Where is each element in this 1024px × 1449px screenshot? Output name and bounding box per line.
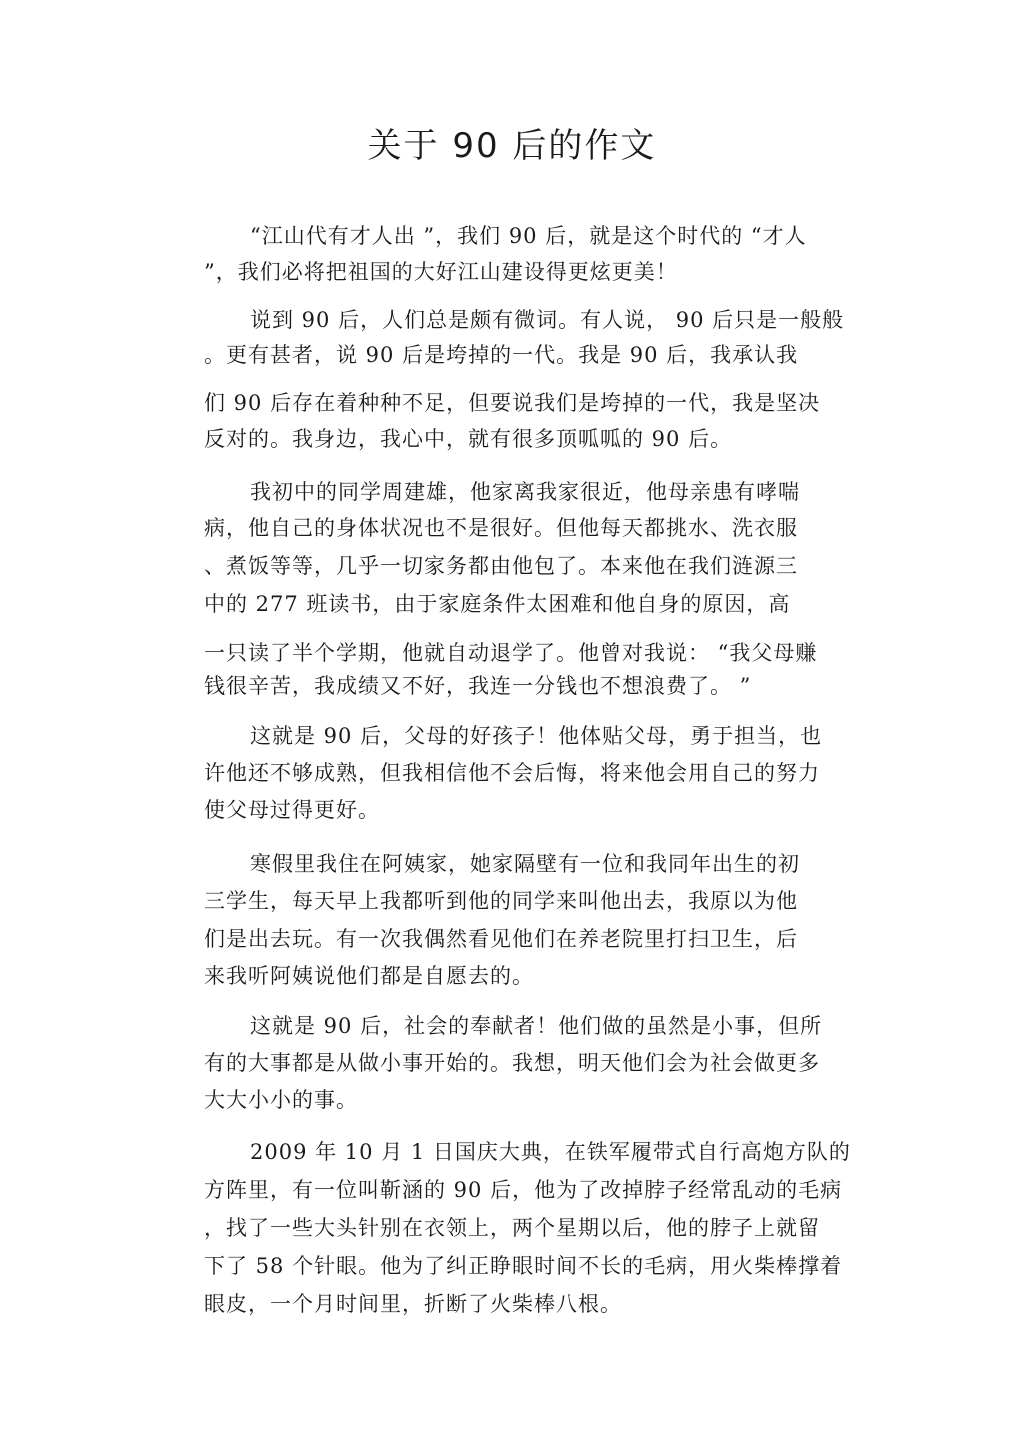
text-line: 这就是 90 后，社会的奉献者！他们做的虽然是小事，但所 — [250, 1014, 823, 1038]
text-line: 病，他自己的身体状况也不是很好。但他每天都挑水、洗衣服 — [204, 516, 798, 540]
text-line: ，找了一些大头针别在衣领上，两个星期以后，他的脖子上就留 — [204, 1216, 820, 1240]
text-line: 方阵里，有一位叫靳涵的 90 后，他为了改掉脖子经常乱动的毛病 — [204, 1178, 843, 1202]
text-line: 眼皮，一个月时间里，折断了火柴棒八根。 — [204, 1292, 622, 1316]
text-line: 下了 58 个针眼。他为了纠正睁眼时间不长的毛病，用火柴棒撑着 — [204, 1254, 843, 1278]
text-line: 、煮饭等等，几乎一切家务都由他包了。本来他在我们涟源三 — [204, 554, 798, 578]
text-line: ”，我们必将把祖国的大好江山建设得更炫更美！ — [204, 260, 678, 284]
text-line: 。更有甚者，说 90 后是垮掉的一代。我是 90 后，我承认我 — [204, 343, 799, 367]
text-line: 有的大事都是从做小事开始的。我想，明天他们会为社会做更多 — [204, 1051, 820, 1075]
text-line: 这就是 90 后，父母的好孩子！他体贴父母，勇于担当，也 — [250, 724, 823, 748]
text-line: 来我听阿姨说他们都是自愿去的。 — [204, 964, 534, 988]
text-line: 钱很辛苦，我成绩又不好，我连一分钱也不想浪费了。 ” — [204, 674, 752, 698]
text-line: 反对的。我身边，我心中，就有很多顶呱呱的 90 后。 — [204, 427, 733, 451]
text-line: 寒假里我住在阿姨家，她家隔壁有一位和我同年出生的初 — [250, 852, 800, 876]
text-line: 大大小小的事。 — [204, 1088, 358, 1112]
text-line: 们是出去玩。有一次我偶然看见他们在养老院里打扫卫生，后 — [204, 927, 798, 951]
text-line: 我初中的同学周建雄，他家离我家很近，他母亲患有哮喘 — [250, 480, 800, 504]
text-line: 三学生，每天早上我都听到他的同学来叫他出去，我原以为他 — [204, 889, 798, 913]
text-line: 一只读了半个学期，他就自动退学了。他曾对我说： “我父母赚 — [204, 641, 818, 665]
text-line: 们 90 后存在着种种不足，但要说我们是垮掉的一代，我是坚决 — [204, 391, 821, 415]
text-line: 许他还不够成熟，但我相信他不会后悔，将来他会用自己的努力 — [204, 761, 820, 785]
text-line: 2009 年 10 月 1 日国庆大典，在铁军履带式自行高炮方队的 — [250, 1140, 851, 1164]
text-line: “江山代有才人出 ”，我们 90 后，就是这个时代的 “才人 — [250, 224, 807, 248]
page-title: 关于 90 后的作文 — [367, 126, 657, 166]
text-line: 说到 90 后，人们总是颇有微词。有人说， 90 后只是一般般 — [250, 308, 845, 332]
text-line: 使父母过得更好。 — [204, 798, 380, 822]
text-line: 中的 277 班读书，由于家庭条件太困难和他自身的原因，高 — [204, 592, 791, 616]
